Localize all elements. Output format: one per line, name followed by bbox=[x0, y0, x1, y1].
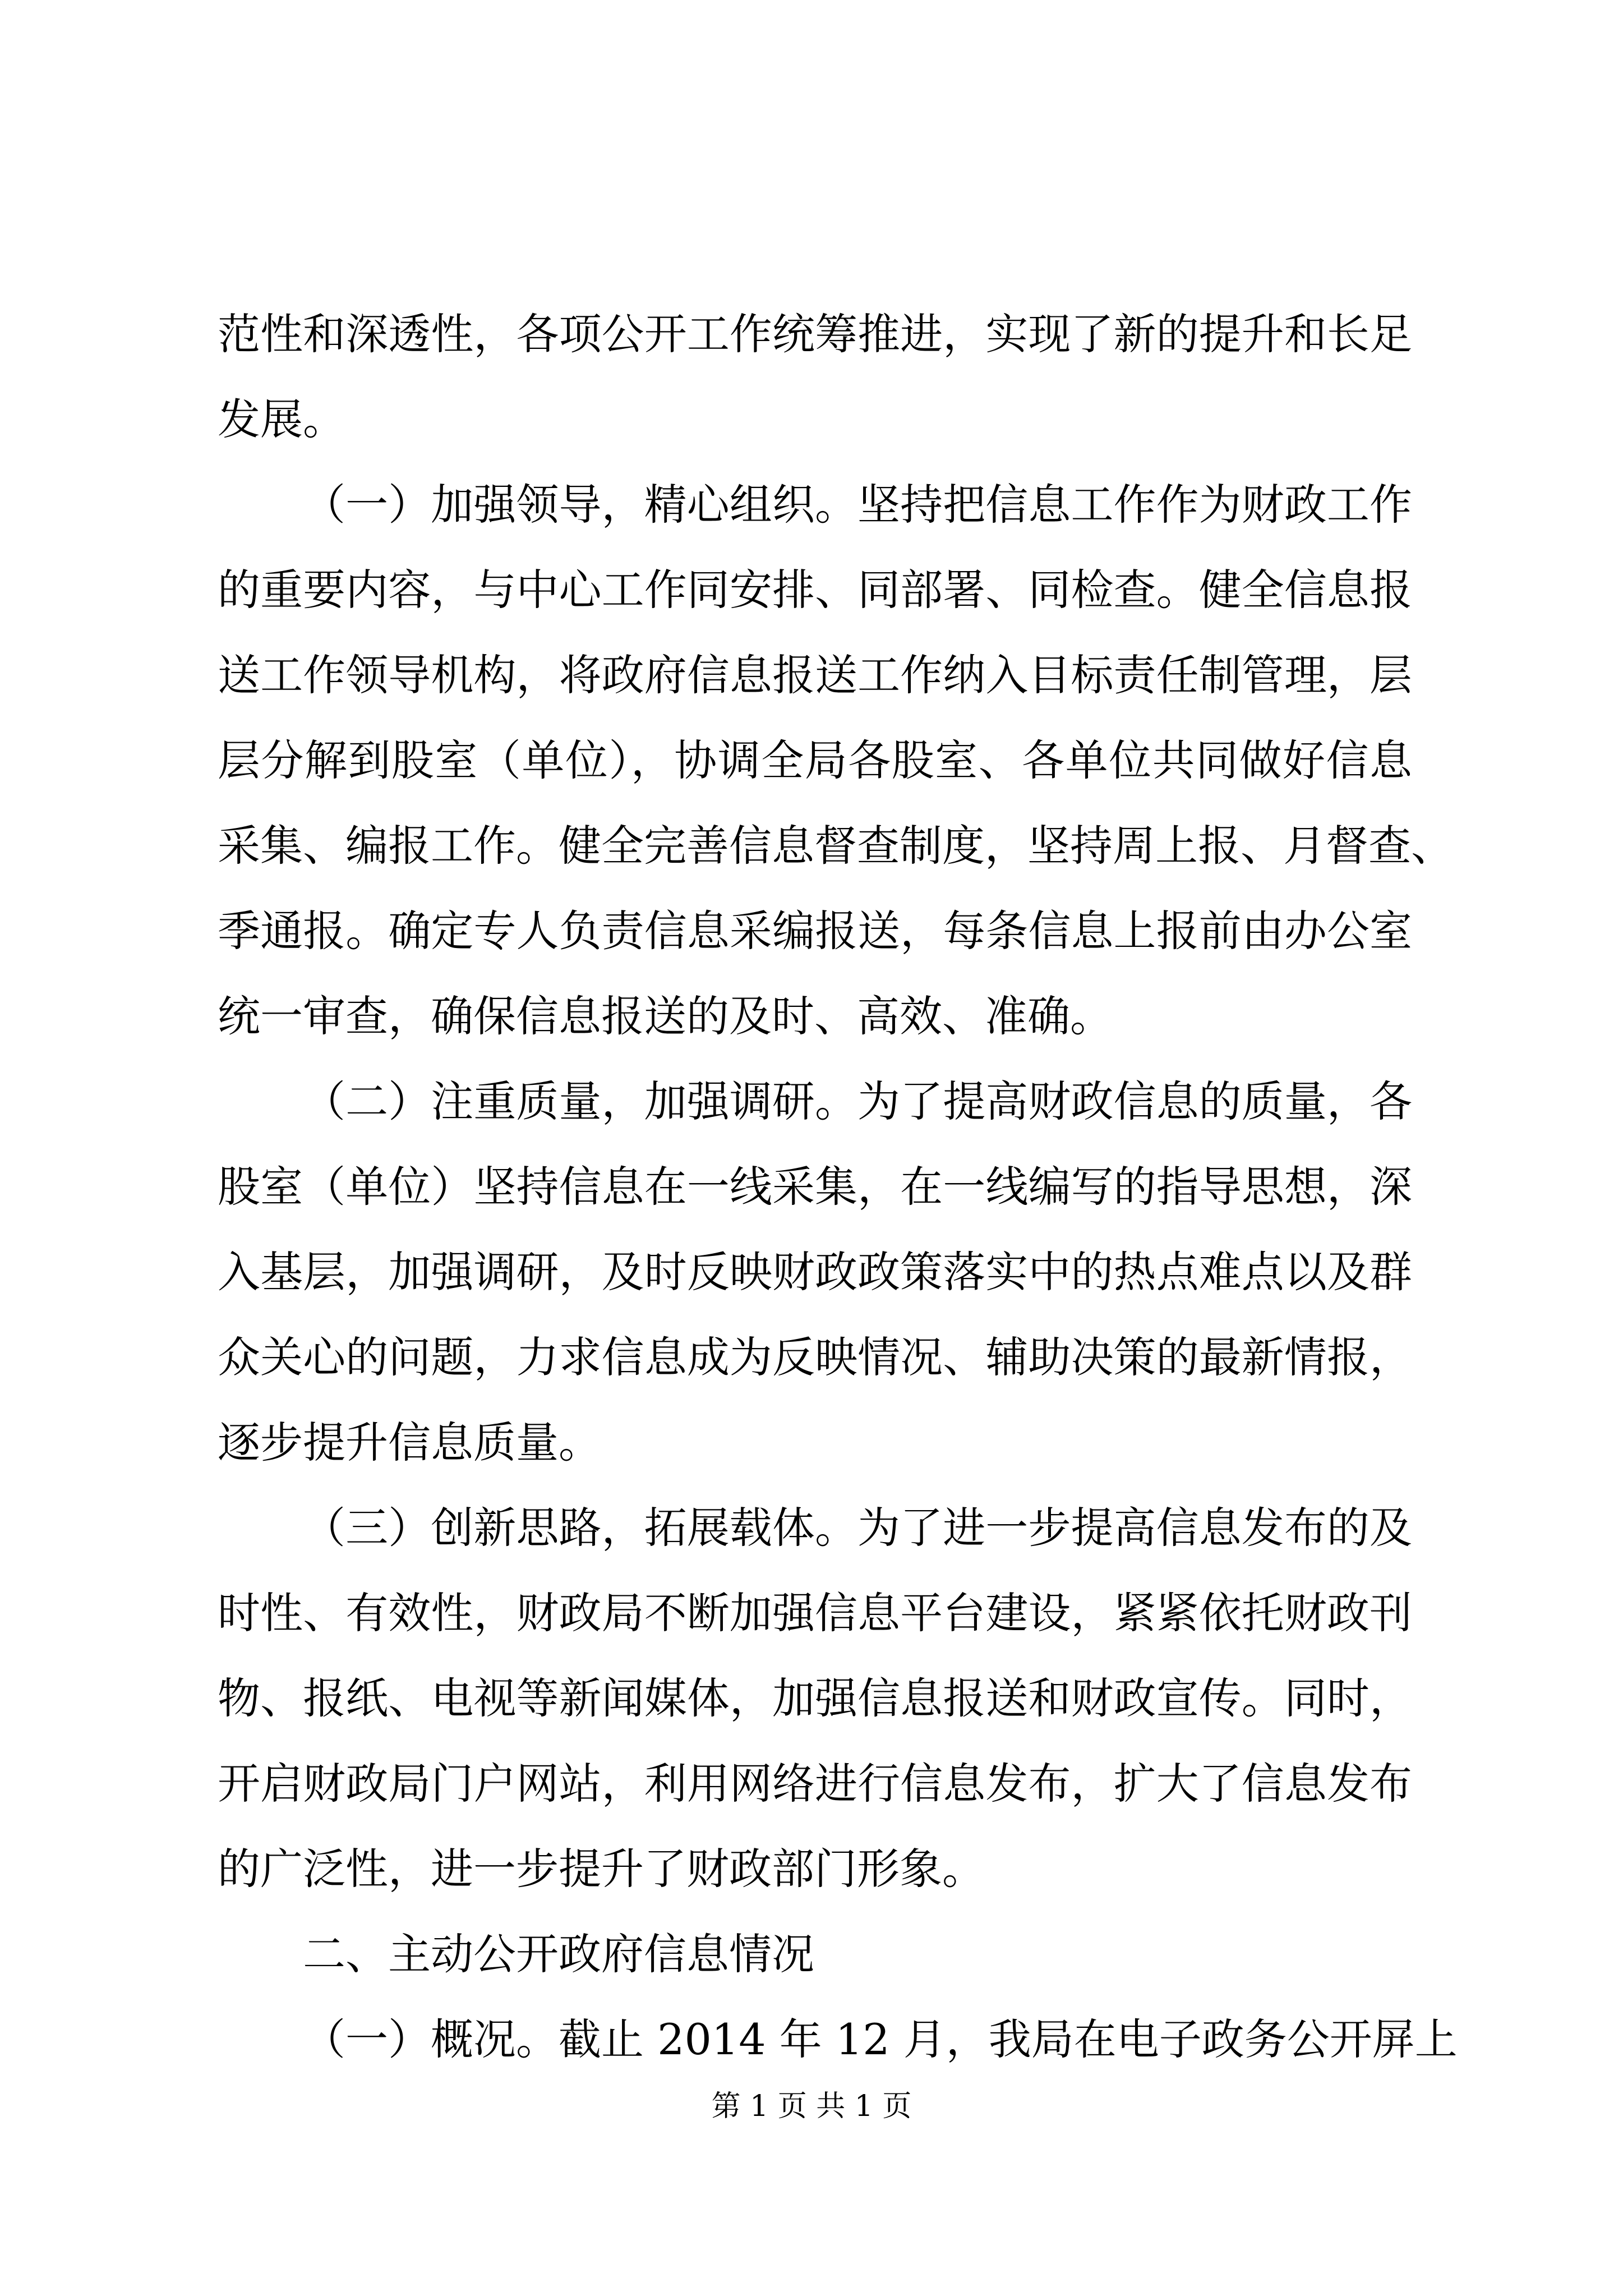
text-line: 时性、有效性，财政局不断加强信息平台建设，紧紧依托财政刊 bbox=[218, 1588, 1412, 1638]
text-line: （三）创新思路，拓展载体。为了进一步提高信息发布的及 bbox=[303, 1503, 1412, 1553]
text-line: 范性和深透性，各项公开工作统筹推进，实现了新的提升和长足 bbox=[218, 309, 1412, 359]
text-line: （一）概况。截止 2014 年 12 月，我局在电子政务公开屏上 bbox=[303, 2014, 1458, 2064]
document-body bbox=[218, 292, 1458, 2082]
text-line: 采集、编报工作。健全完善信息督查制度，坚持周上报、月督查、 bbox=[218, 821, 1454, 871]
text-line: 股室（单位）坚持信息在一线采集，在一线编写的指导思想，深 bbox=[218, 1162, 1412, 1212]
text-line: 送工作领导机构，将政府信息报送工作纳入目标责任制管理，层 bbox=[218, 650, 1412, 700]
text-line: （二）注重质量，加强调研。为了提高财政信息的质量，各 bbox=[303, 1076, 1412, 1126]
text-line: 逐步提升信息质量。 bbox=[218, 1418, 601, 1467]
text-line: 统一审查，确保信息报送的及时、高效、准确。 bbox=[218, 991, 1113, 1041]
text-line: 的重要内容，与中心工作同安排、同部署、同检查。健全信息报 bbox=[218, 565, 1412, 615]
text-line: 层分解到股室（单位），协调全局各股室、各单位共同做好信息 bbox=[218, 735, 1412, 785]
text-line: 季通报。确定专人负责信息采编报送，每条信息上报前由办公室 bbox=[218, 906, 1412, 956]
text-line: 发展。 bbox=[218, 394, 345, 444]
text-line: 的广泛性，进一步提升了财政部门形象。 bbox=[218, 1844, 985, 1894]
text-line: （一）加强领导，精心组织。坚持把信息工作作为财政工作 bbox=[303, 480, 1412, 530]
text-line: 入基层，加强调研，及时反映财政政策落实中的热点难点以及群 bbox=[218, 1247, 1412, 1297]
text-line: 二、主动公开政府信息情况 bbox=[303, 1929, 814, 1979]
text-line: 开启财政局门户网站，利用网络进行信息发布，扩大了信息发布 bbox=[218, 1759, 1412, 1809]
page-footer: 第 1 页 共 1 页 bbox=[711, 2090, 912, 2123]
text-line: 物、报纸、电视等新闻媒体，加强信息报送和财政宣传。同时， bbox=[218, 1673, 1412, 1723]
text-line: 众关心的问题，力求信息成为反映情况、辅助决策的最新情报， bbox=[218, 1332, 1412, 1382]
